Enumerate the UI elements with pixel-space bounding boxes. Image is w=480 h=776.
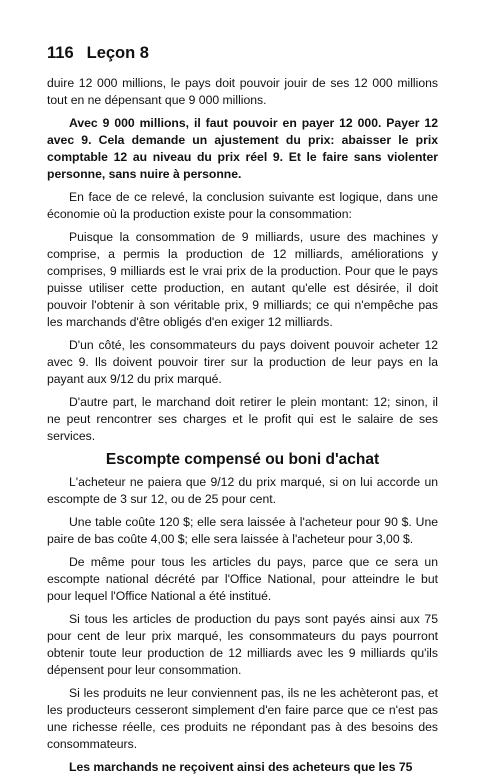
paragraph: duire 12 000 millions, le pays doit pouvoir jouir de ses 12 000 millions tout en ne dépensant que 9 000 millions.: [47, 76, 438, 107]
section-heading: Escompte compensé ou boni d'achat: [105, 451, 380, 468]
paragraph: L'acheteur ne paiera que 9/12 du prix marqué, si on lui accorde un escompte de 3 sur 12, ou de 25 pour cent.: [47, 475, 438, 506]
page-header: [47, 44, 438, 63]
paragraph: Une table coûte 120 $; elle sera laissée à l'acheteur pour 90 $. Une paire de bas coûte 4,00 $; elle sera laissée à l'acheteur pour 3,00 $.: [47, 515, 438, 546]
paragraph-bold: Avec 9 000 millions, il faut pouvoir en payer 12 000. Payer 12 avec 9. Cela demande un ajustement du prix: abaisser le prix comptable 12 au niveau du prix réel 9. Et le faire sans violenter personne, sans nuire à personne.: [47, 116, 438, 181]
page-number: 116: [47, 44, 74, 62]
paragraph: Si tous les articles de production du pays sont payés ainsi aux 75 pour cent de leur prix marqué, les consommateurs du pays pourront obtenir toute leur production de 12 milliards avec les 9 milliards qu'ils dépensent pour leur consommation.: [47, 612, 438, 677]
paragraph: De même pour tous les articles du pays, parce que ce sera un escompte national décrété par l'Office National, pour atteindre le but pour lequel l'Office National a été institué.: [47, 555, 438, 603]
paragraph: Si les produits ne leur conviennent pas, ils ne les achèteront pas, et les producteurs cesseront simplement d'en faire parce que ce n'est pas une richesse réelle, ces produits ne répondant pas à des besoins des consommateurs.: [47, 686, 438, 751]
paragraph: En face de ce relevé, la conclusion suivante est logique, dans une économie où la production existe pour la consommation:: [47, 190, 438, 221]
lesson-title: Leçon 8: [86, 44, 149, 62]
paragraph: D'un côté, les consommateurs du pays doivent pouvoir acheter 12 avec 9. Ils doivent pouvoir tirer sur la production de leur pays en la payant aux 9/12 du prix marqué.: [47, 338, 438, 386]
paragraph: Puisque la consommation de 9 milliards, usure des machines y comprise, a permis la production de 12 milliards, améliorations y comprises, 9 milliards est le vrai prix de la production. Pour que le pays puisse utiliser cette production, en autant qu'elle est désirée, il doit pouvoir l'obtenir à son véritable prix, 9 milliards; ce qui n'empêche pas les marchands d'être obligés d'en exiger 12 milliards.: [47, 230, 438, 329]
paragraph: D'autre part, le marchand doit retirer le plein montant: 12; sinon, il ne peut rencontrer ses charges et le profit qui est le salaire de ses services.: [47, 395, 438, 443]
paragraph-bold: Les marchands ne reçoivent ainsi des acheteurs que les 75: [69, 760, 413, 774]
